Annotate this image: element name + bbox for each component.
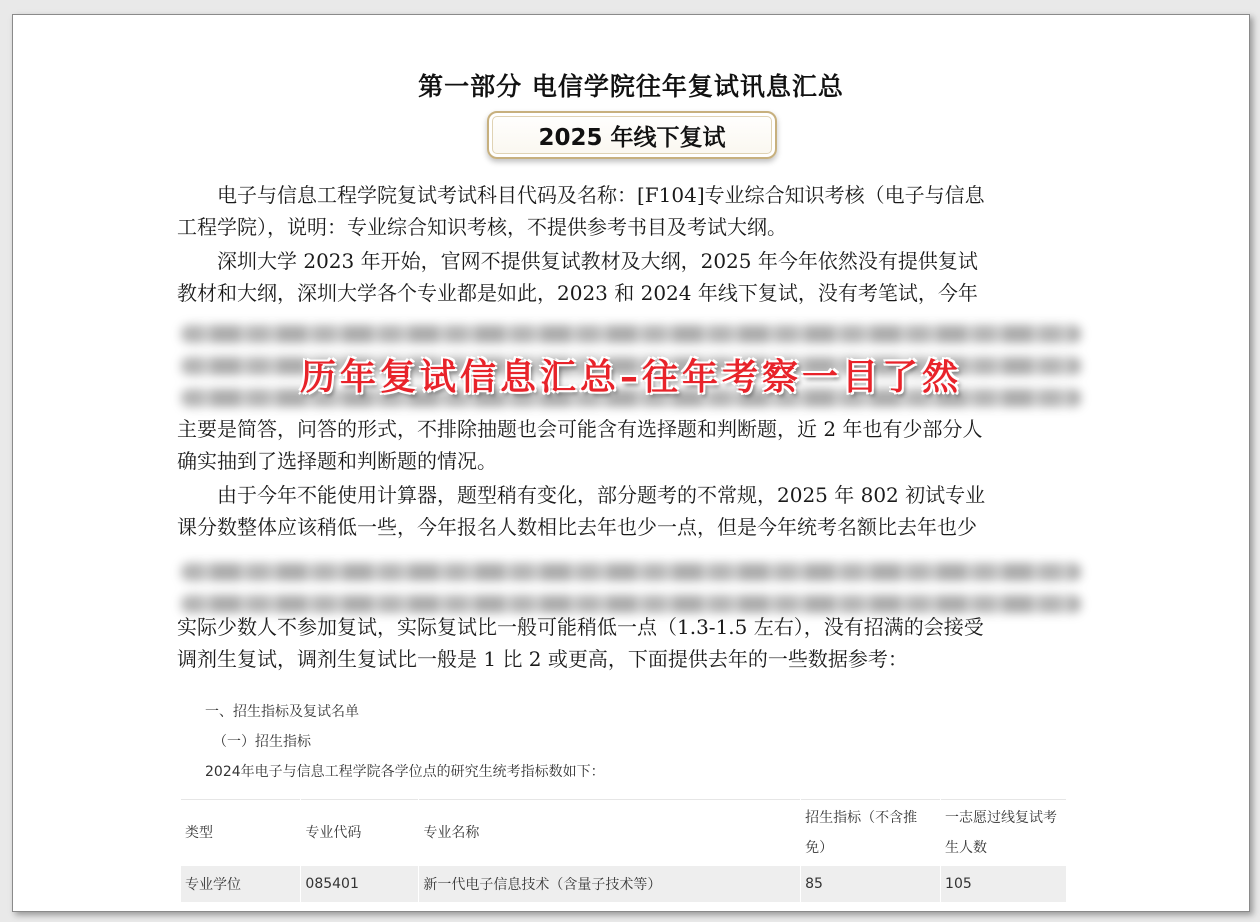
text-line: 由于今年不能使用计算器，题型稍有变化，部分题考的不常规，2025 年 802 初试专业 bbox=[217, 483, 986, 507]
enrollment-table bbox=[181, 799, 1067, 902]
cell-retest-count: 105 bbox=[941, 866, 1067, 902]
embedded-heading-1: 一、招生指标及复试名单 bbox=[205, 704, 359, 720]
paragraph-no-materials bbox=[177, 245, 1077, 309]
text-line: 课分数整体应该稍低一些，今年报名人数相比去年也少一点，但是今年统考名额比去年也少 bbox=[177, 515, 977, 539]
text-line: 调剂生复试，调剂生复试比一般是 1 比 2 或更高，下面提供去年的一些数据参考： bbox=[177, 647, 908, 671]
table-row bbox=[181, 866, 1067, 902]
column-header-type: 类型 bbox=[181, 800, 301, 866]
column-header-name: 专业名称 bbox=[419, 800, 801, 866]
cell-code: 085401 bbox=[301, 866, 419, 902]
text-line: 电子与信息工程学院复试考试科目代码及名称：[F104]专业综合知识考核（电子与信息 bbox=[217, 183, 985, 207]
text-line: 主要是简答，问答的形式，不排除抽题也会可能含有选择题和判断题，近 2 年也有少部分人 bbox=[177, 417, 983, 441]
text-line: 教材和大纲，深圳大学各个专业都是如此，2023 和 2024 年线下复试，没有考笔试，今年 bbox=[177, 281, 978, 305]
paragraph-question-format bbox=[177, 413, 1077, 477]
section-badge bbox=[487, 111, 777, 159]
document-page bbox=[12, 14, 1250, 912]
paragraph-retest-ratio bbox=[177, 611, 1077, 675]
column-header-quota: 招生指标（不含推免） bbox=[801, 800, 941, 866]
page-title: 第一部分 电信学院往年复试讯息汇总 bbox=[418, 72, 844, 101]
column-header-code: 专业代码 bbox=[301, 800, 419, 866]
text-line: 工程学院），说明：专业综合知识考核，不提供参考书目及考试大纲。 bbox=[177, 215, 787, 239]
cell-type: 专业学位 bbox=[181, 866, 301, 902]
promo-banner: 历年复试信息汇总–往年考察一目了然 bbox=[299, 357, 962, 398]
table-header-row bbox=[181, 800, 1067, 866]
text-line: 深圳大学 2023 年开始，官网不提供复试教材及大纲，2025 年今年依然没有提供复试 bbox=[217, 249, 978, 273]
paragraph-score-trend bbox=[177, 479, 1077, 543]
column-header-retest-count: 一志愿过线复试考生人数 bbox=[941, 800, 1067, 866]
text-line: 确实抽到了选择题和判断题的情况。 bbox=[177, 449, 497, 473]
cell-name: 新一代电子信息技术（含量子技术等） bbox=[419, 866, 801, 902]
cell-quota: 85 bbox=[801, 866, 941, 902]
text-line: 实际少数人不参加复试，实际复试比一般可能稍低一点（1.3-1.5 左右），没有招满的会接受 bbox=[177, 615, 984, 639]
embedded-intro: 2024年电子与信息工程学院各学位点的研究生统考指标数如下： bbox=[205, 764, 605, 780]
embedded-heading-2: （一）招生指标 bbox=[213, 734, 311, 750]
paragraph-exam-subject bbox=[177, 179, 1077, 243]
section-badge-label: 2025 年线下复试 bbox=[538, 124, 726, 151]
